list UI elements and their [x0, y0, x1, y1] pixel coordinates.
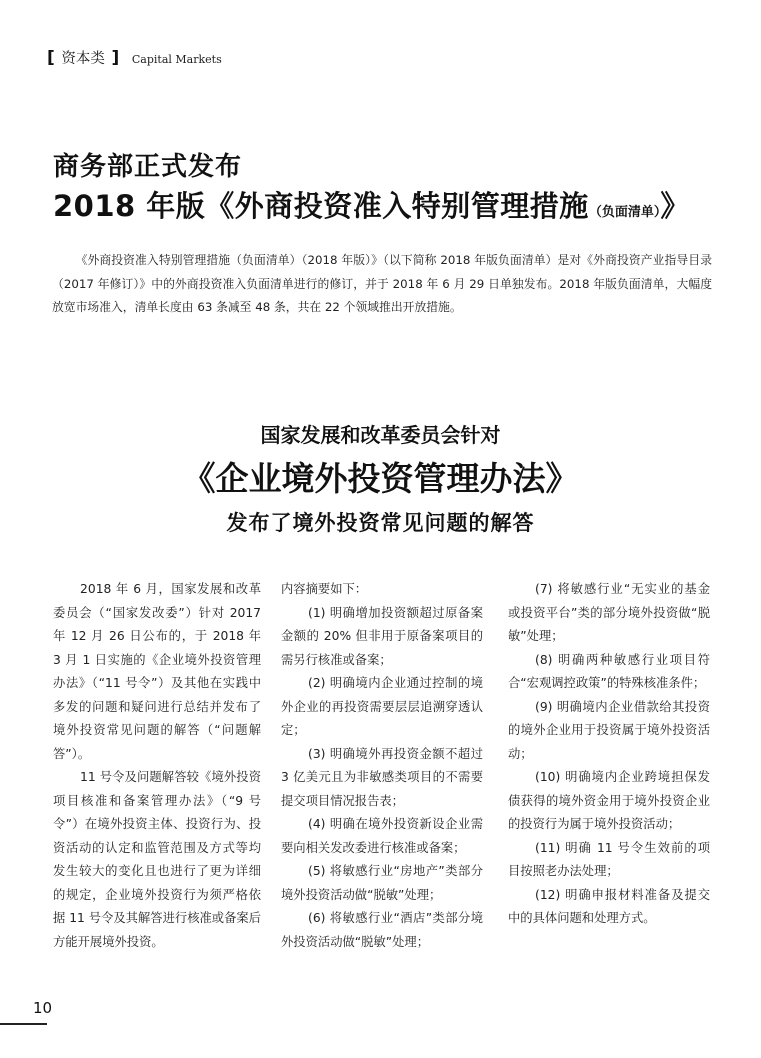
- article1-title-small: （负面清单）: [588, 205, 661, 220]
- list-item: (9) 明确境内企业借款给其投资的境外企业用于投资属于境外投资活动；: [508, 699, 710, 761]
- list-item: (4) 明确在境外投资新设企业需要向相关发改委进行核准或备案；: [281, 817, 483, 855]
- list-item: (1) 明确增加投资额超过原备案金额的 20% 但非用于原备案项目的需另行核准或备案；: [281, 605, 483, 667]
- article1-intro: 《外商投资准入特别管理措施（负面清单）（2018 年版）》（以下简称 2018 年版负面清单）是对《外商投资产业指导目录（2017 年修订）》中的外商投资准入负面清单进行的修订，并于 2018 年 6 月 29 日单独发布。2018 年版负面清单，大幅度放宽市场准入，清单长度由 63 条减至 48 条，共在 22 个领域推出开放措施。: [52, 253, 712, 315]
- list-item: (7) 将敏感行业“无实业的基金或投资平台”类的部分境外投资做“脱敏”处理；: [508, 582, 710, 643]
- list-item: (5) 将敏感行业“房地产”类部分境外投资活动做“脱敏”处理；: [281, 864, 483, 902]
- section-tag-english: Capital Markets: [131, 53, 222, 66]
- list-item: (11) 明确 11 号令生效前的项目按照老办法处理；: [508, 840, 710, 878]
- article1-title-line2: [53, 184, 690, 225]
- section-tag-close-bracket: ]: [111, 48, 120, 68]
- column1-paragraph: 2018 年 6 月，国家发展和改革委员会（“国家发改委”）针对 2017 年 12 月 26 日公布的，于 2018 年 3 月 1 日实施的《企业境外投资管理办法》（“11 号令”）及其他在实践中多发的问题和疑问进行总结并发布了境外投资常见问题的解答（“问题解答”）。: [53, 582, 261, 761]
- list-item: (8) 明确两种敏感行业项目符合“宏观调控政策”的特殊核准条件；: [508, 652, 710, 690]
- page-number: 10: [33, 999, 53, 1017]
- list-item: (10) 明确境内企业跨境担保发债获得的境外资金用于境外投资企业的投资行为属于境外投资活动；: [508, 770, 710, 831]
- column1-paragraph: 11 号令及问题解答较《境外投资项目核准和备案管理办法》（“9 号令”）在境外投资主体、投资行为、投资活动的认定和监管范围及方式等均发生较大的变化且也进行了更为详细的规定，企业境外投资行为须严格依据 11 号令及其解答进行核准或备案后方能开展境外投资。: [53, 770, 261, 949]
- article1-title-end: 》: [660, 189, 690, 223]
- article2-title-line2: 《企业境外投资管理办法》: [182, 459, 579, 498]
- column2-lead: 内容摘要如下：: [281, 582, 368, 596]
- section-tag: [47, 47, 222, 71]
- list-item: (3) 明确境外再投资金额不超过 3 亿美元且为非敏感类项目的不需要提交项目情况报告表；: [281, 746, 483, 808]
- article2-column-1: [53, 578, 261, 954]
- article2-title-line1: 国家发展和改革委员会针对: [260, 423, 501, 447]
- article2-title-line3: 发布了境外投资常见问题的解答: [226, 511, 535, 535]
- page-number-rule: [0, 1023, 47, 1025]
- list-item: (2) 明确境内企业通过控制的境外企业的再投资需要层层追溯穿透认定；: [281, 676, 483, 737]
- list-item: (6) 将敏感行业“酒店”类部分境外投资活动做“脱敏”处理；: [281, 911, 483, 949]
- article1-title-line1: 商务部正式发布: [53, 152, 243, 182]
- article2-column-3: [508, 578, 710, 931]
- section-tag-open-bracket: [: [47, 48, 55, 68]
- list-item: (12) 明确申报材料准备及提交中的具体问题和处理方式。: [508, 887, 710, 925]
- article1-title-main: 2018 年版《外商投资准入特别管理措施: [53, 189, 589, 223]
- article2-column-2: [281, 578, 483, 954]
- section-tag-category: 资本类: [61, 51, 105, 67]
